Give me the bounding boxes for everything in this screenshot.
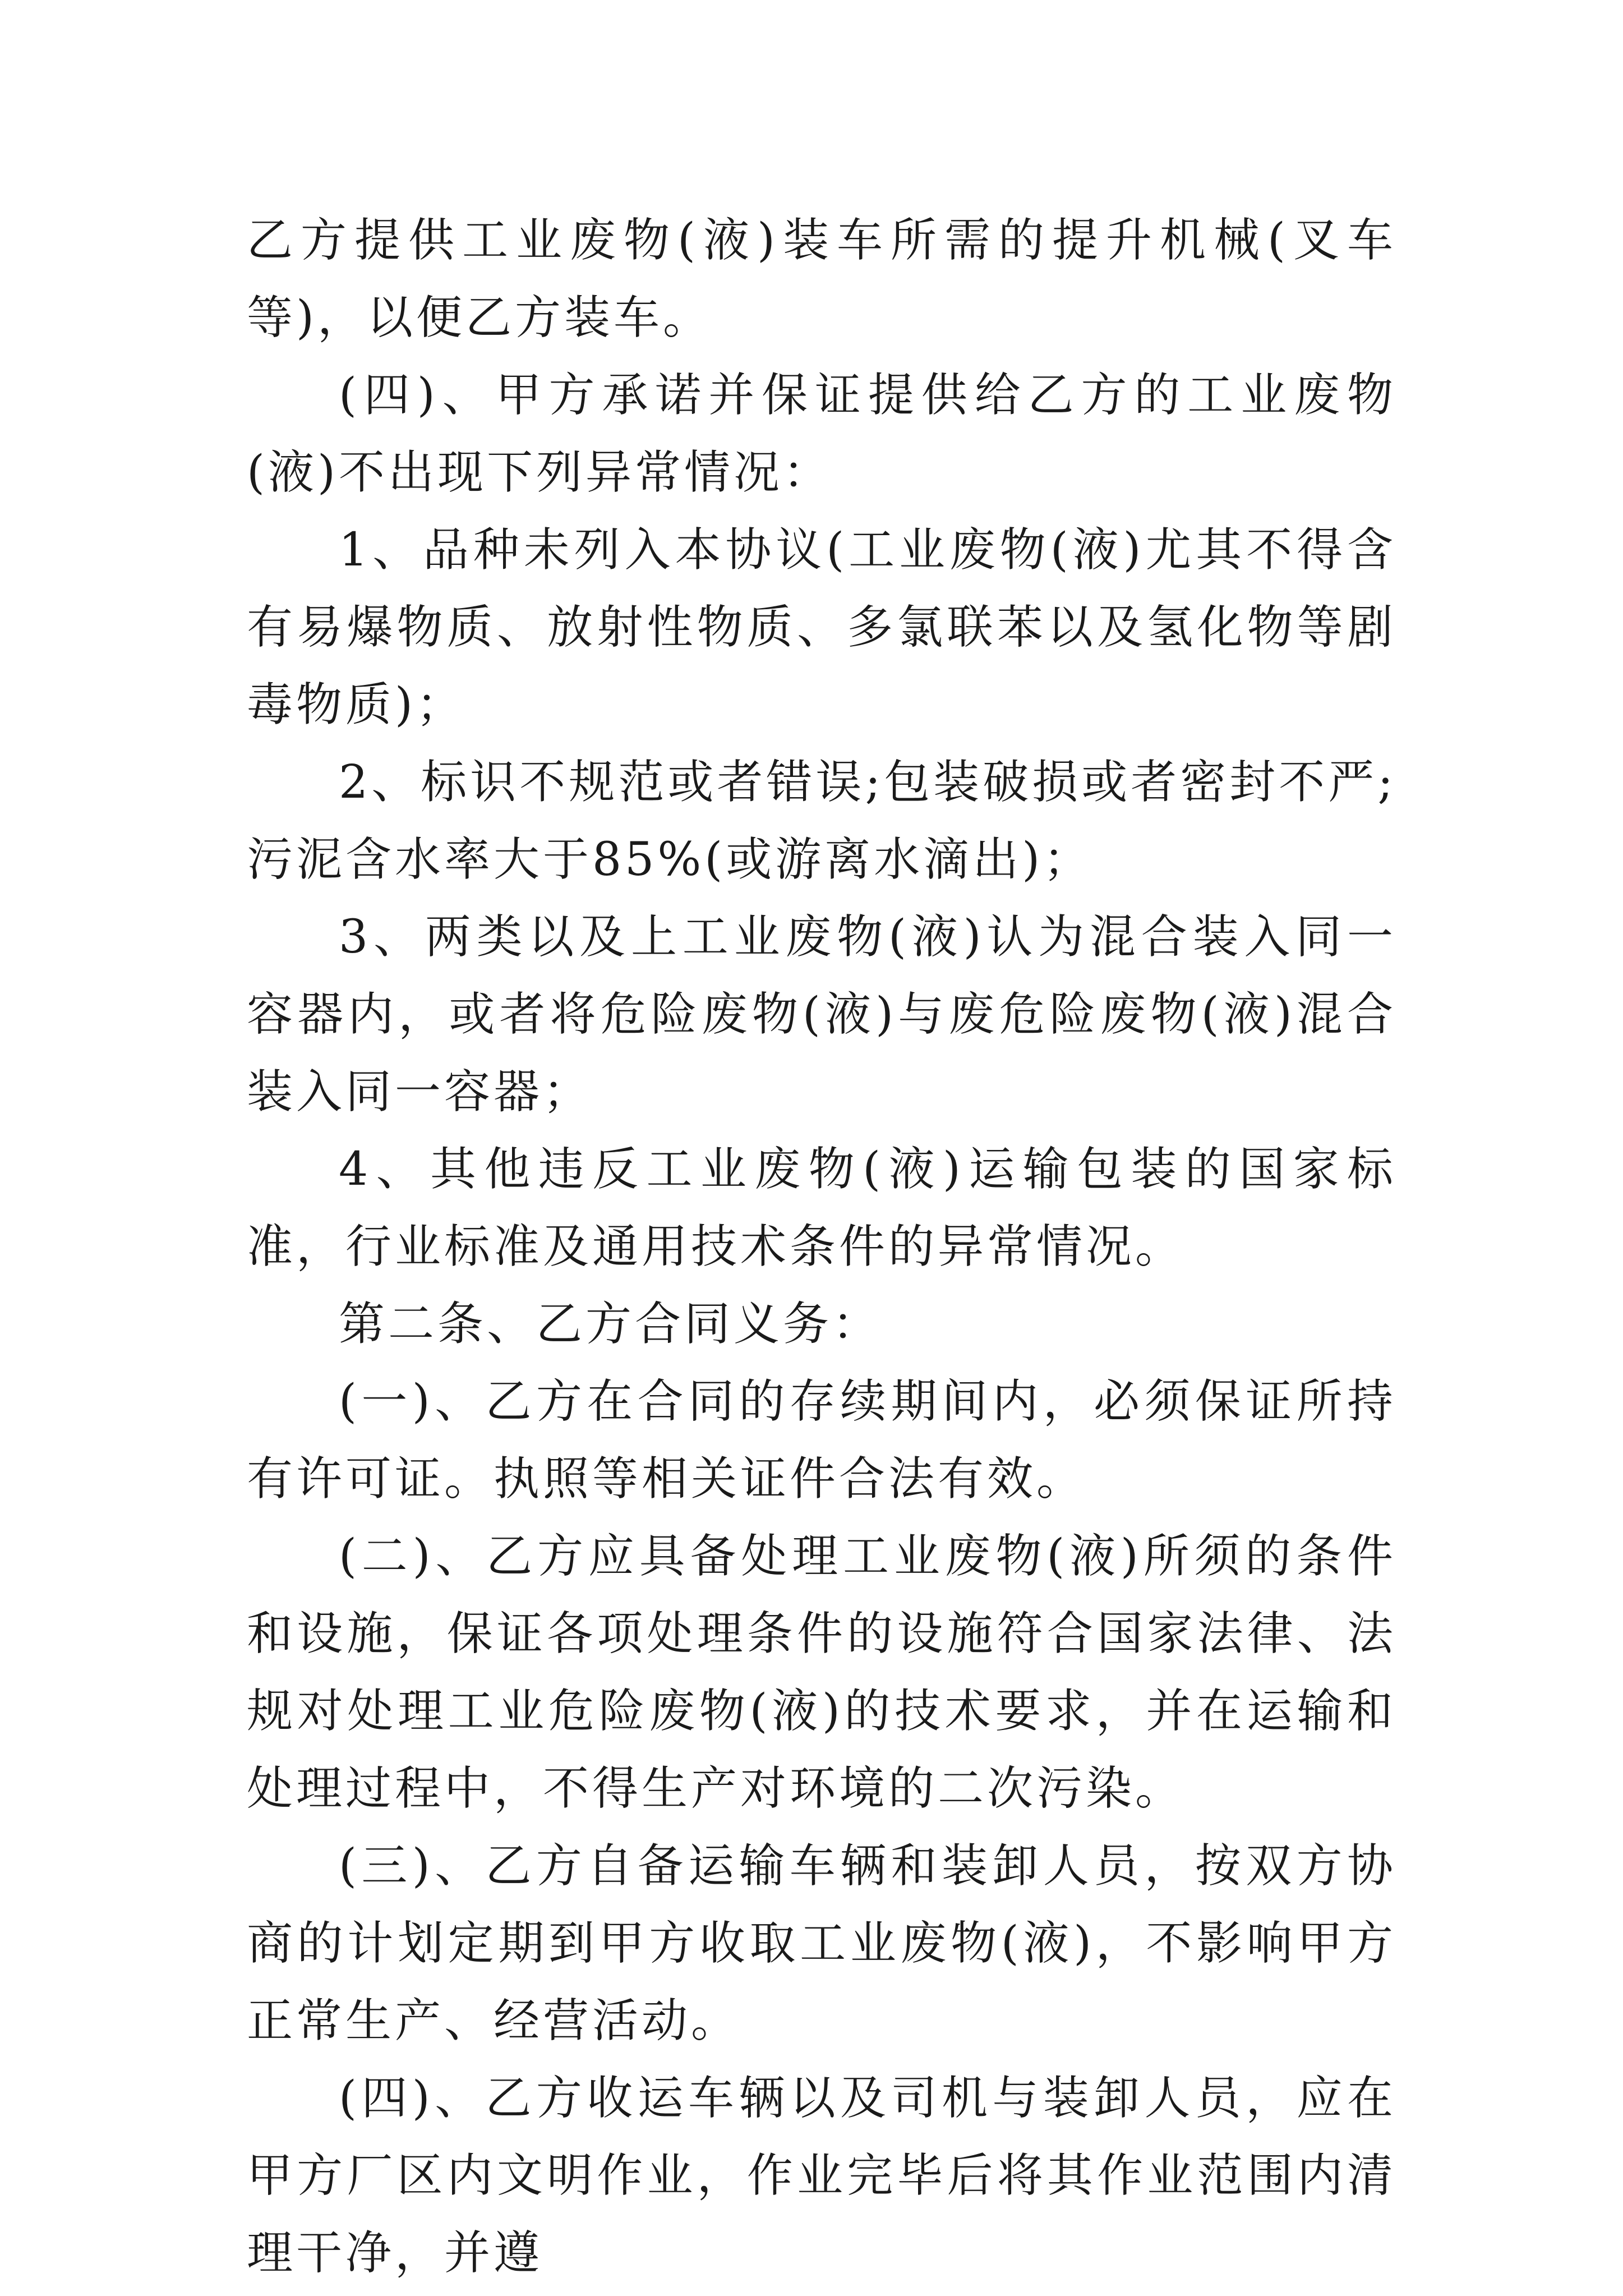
paragraph-3: 1、品种未列入本协议(工业废物(液)尤其不得含有易爆物质、放射性物质、多氯联苯以及氢化物等剧毒物质)； <box>247 523 1396 731</box>
paragraph-11: (四)、乙方收运车辆以及司机与装卸人员，应在甲方厂区内文明作业，作业完毕后将其作业范围内清理干净，并遵 <box>247 2072 1396 2280</box>
paragraph-8: (一)、乙方在合同的存续期间内，必须保证所持有许可证。执照等相关证件合法有效。 <box>247 1375 1396 1506</box>
document-body <box>247 202 1396 2292</box>
paragraph-1: 乙方提供工业废物(液)装车所需的提升机械(叉车等)，以便乙方装车。 <box>247 214 1396 344</box>
paragraph-7: 第二条、乙方合同义务： <box>339 1297 882 1351</box>
paragraph-10: (三)、乙方自备运输车辆和装卸人员，按双方协商的计划定期到甲方收取工业废物(液)，不影响甲方正常生产、经营活动。 <box>247 1839 1396 2047</box>
paragraph-2: (四)、甲方承诺并保证提供给乙方的工业废物(液)不出现下列异常情况： <box>247 369 1396 499</box>
paragraph-6: 4、其他违反工业废物(液)运输包装的国家标准，行业标准及通用技术条件的异常情况。 <box>247 1143 1396 1273</box>
paragraph-4: 2、标识不规范或者错误;包装破损或者密封不严;污泥含水率大于85%(或游离水滴出)； <box>247 756 1396 886</box>
paragraph-9: (二)、乙方应具备处理工业废物(液)所须的条件和设施，保证各项处理条件的设施符合国家法律、法规对处理工业危险废物(液)的技术要求，并在运输和处理过程中，不得生产对环境的二次污染。 <box>247 1530 1396 1815</box>
paragraph-5: 3、两类以及上工业废物(液)认为混合装入同一容器内，或者将危险废物(液)与废危险废物(液)混合装入同一容器； <box>247 910 1396 1119</box>
